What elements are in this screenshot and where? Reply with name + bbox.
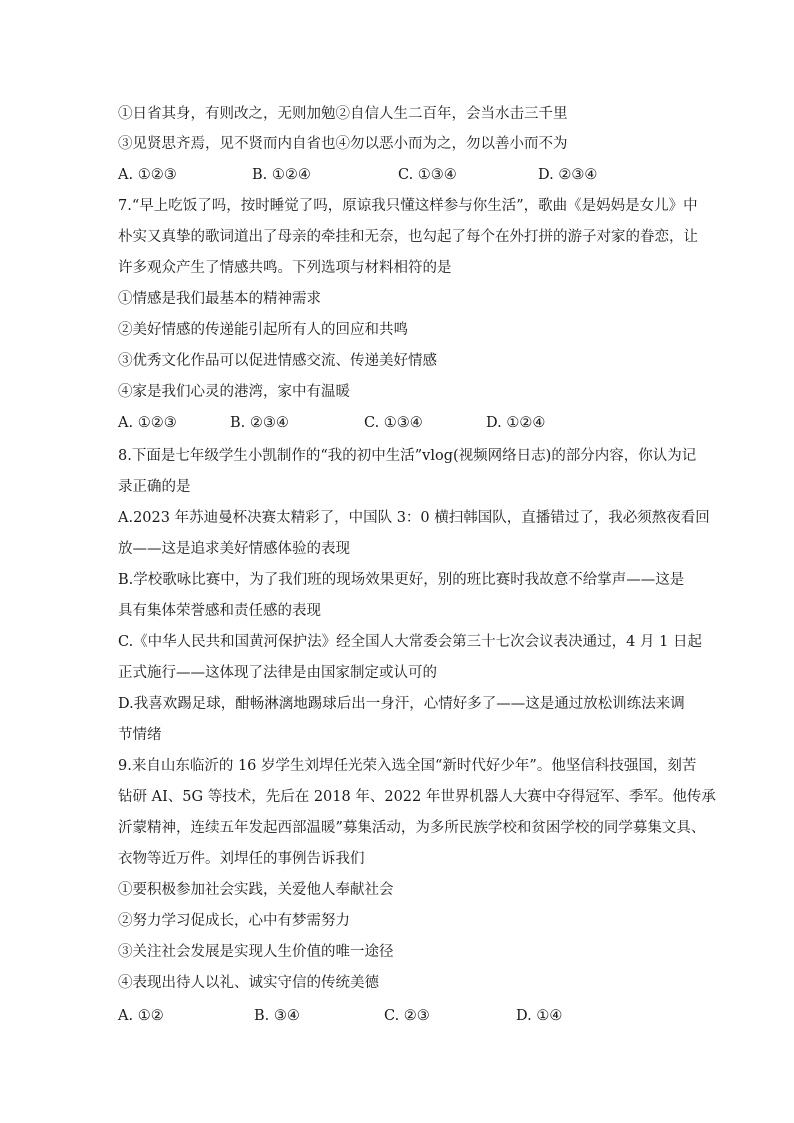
q9-option-d[interactable]: D. ①④ <box>516 1008 563 1024</box>
q9-option-c[interactable]: C. ②③ <box>384 1008 430 1024</box>
q6-statements-3-4: ③见贤思齐焉，见不贤而内自省也④勿以恶小而为之，勿以善小而不为 <box>118 136 568 152</box>
q7-option-d[interactable]: D. ①②④ <box>486 415 546 431</box>
q6-option-a[interactable]: A. ①②③ <box>118 167 177 183</box>
q8-option-d-line[interactable]: D.我喜欢踢足球，酣畅淋漓地踢球后出一身汗，心情好多了——这是通过放松训练法来调 <box>118 696 685 712</box>
q6-option-b[interactable]: B. ①②④ <box>252 167 311 183</box>
q8-option-c-line[interactable]: 正式施行——这体现了法律是由国家制定或认可的 <box>118 665 437 681</box>
q7-stem-line: 朴实又真挚的歌词道出了母亲的牵挂和无奈，也勾起了每个在外打拼的游子对家的眷恋，让 <box>118 229 698 245</box>
q9-stem-line: 沂蒙精神，连续五年发起西部温暖”募集活动，为多所民族学校和贫困学校的同学募集文具、 <box>118 820 706 836</box>
q9-statement: ④表现出待人以礼、诚实守信的传统美德 <box>118 975 379 991</box>
q6-options <box>118 165 678 185</box>
q9-statement: ①要积极参加社会实践，关爱他人奉献社会 <box>118 882 394 898</box>
q7-statement: ③优秀文化作品可以促进情感交流、传递美好情感 <box>118 353 437 369</box>
q6-option-c[interactable]: C. ①③④ <box>398 167 457 183</box>
q9-option-a[interactable]: A. ①② <box>118 1008 164 1024</box>
q7-stem-line: 7.“早上吃饭了吗，按时睡觉了吗，原谅我只懂这样参与你生活”，歌曲《是妈妈是女儿》中 <box>118 198 698 214</box>
q6-statements-1-2: ①日省其身，有则改之，无则加勉②自信人生二百年，会当水击三千里 <box>118 106 568 122</box>
q9-stem-line: 钻研 AI、5G 等技术，先后在 2018 年、2022 年世界机器人大赛中夺得冠军、季军。他传承 <box>118 789 716 805</box>
q7-statement: ④家是我们心灵的港湾，家中有温暖 <box>118 384 350 400</box>
q9-option-b[interactable]: B. ③④ <box>254 1008 300 1024</box>
q8-option-a-line[interactable]: 放——这是追求美好情感体验的表现 <box>118 541 350 557</box>
q7-option-b[interactable]: B. ②③④ <box>230 415 289 431</box>
q8-option-b-line[interactable]: 具有集体荣誉感和责任感的表现 <box>118 603 321 619</box>
q9-statement: ③关注社会发展是实现人生价值的唯一途径 <box>118 944 394 960</box>
q7-option-a[interactable]: A. ①②③ <box>118 415 177 431</box>
q9-statement: ②努力学习促成长，心中有梦需努力 <box>118 913 350 929</box>
q7-statement: ①情感是我们最基本的精神需求 <box>118 291 321 307</box>
q8-option-d-line[interactable]: 节情绪 <box>118 727 162 743</box>
q8-option-c-line[interactable]: C.《中华人民共和国黄河保护法》经全国人大常委会第三十七次会议表决通过，4 月 1 日起 <box>118 634 702 650</box>
q9-stem-line: 9.来自山东临沂的 16 岁学生刘垾任光荣入选全国“新时代好少年”。他坚信科技强国，刻苦 <box>118 758 697 774</box>
q7-option-c[interactable]: C. ①③④ <box>364 415 423 431</box>
q9-stem-line: 衣物等近万件。刘垾任的事例告诉我们 <box>118 851 365 867</box>
q6-option-d[interactable]: D. ②③④ <box>538 167 598 183</box>
q8-option-a-line[interactable]: A.2023 年苏迪曼杯决赛太精彩了，中国队 3：0 横扫韩国队，直播错过了，我必须熬夜看回 <box>118 510 710 526</box>
q9-options <box>118 1006 678 1026</box>
q8-option-b-line[interactable]: B.学校歌咏比赛中，为了我们班的现场效果更好，别的班比赛时我故意不给掌声——这是 <box>118 572 685 588</box>
q7-options <box>118 413 678 433</box>
q8-stem-line: 录正确的是 <box>118 479 191 495</box>
q7-stem-line: 许多观众产生了情感共鸣。下列选项与材料相符的是 <box>118 260 452 276</box>
q8-stem-line: 8.下面是七年级学生小凯制作的“我的初中生活”vlog(视频网络日志)的部分内容，你认为记 <box>118 448 697 464</box>
q7-statement: ②美好情感的传递能引起所有人的回应和共鸣 <box>118 322 408 338</box>
